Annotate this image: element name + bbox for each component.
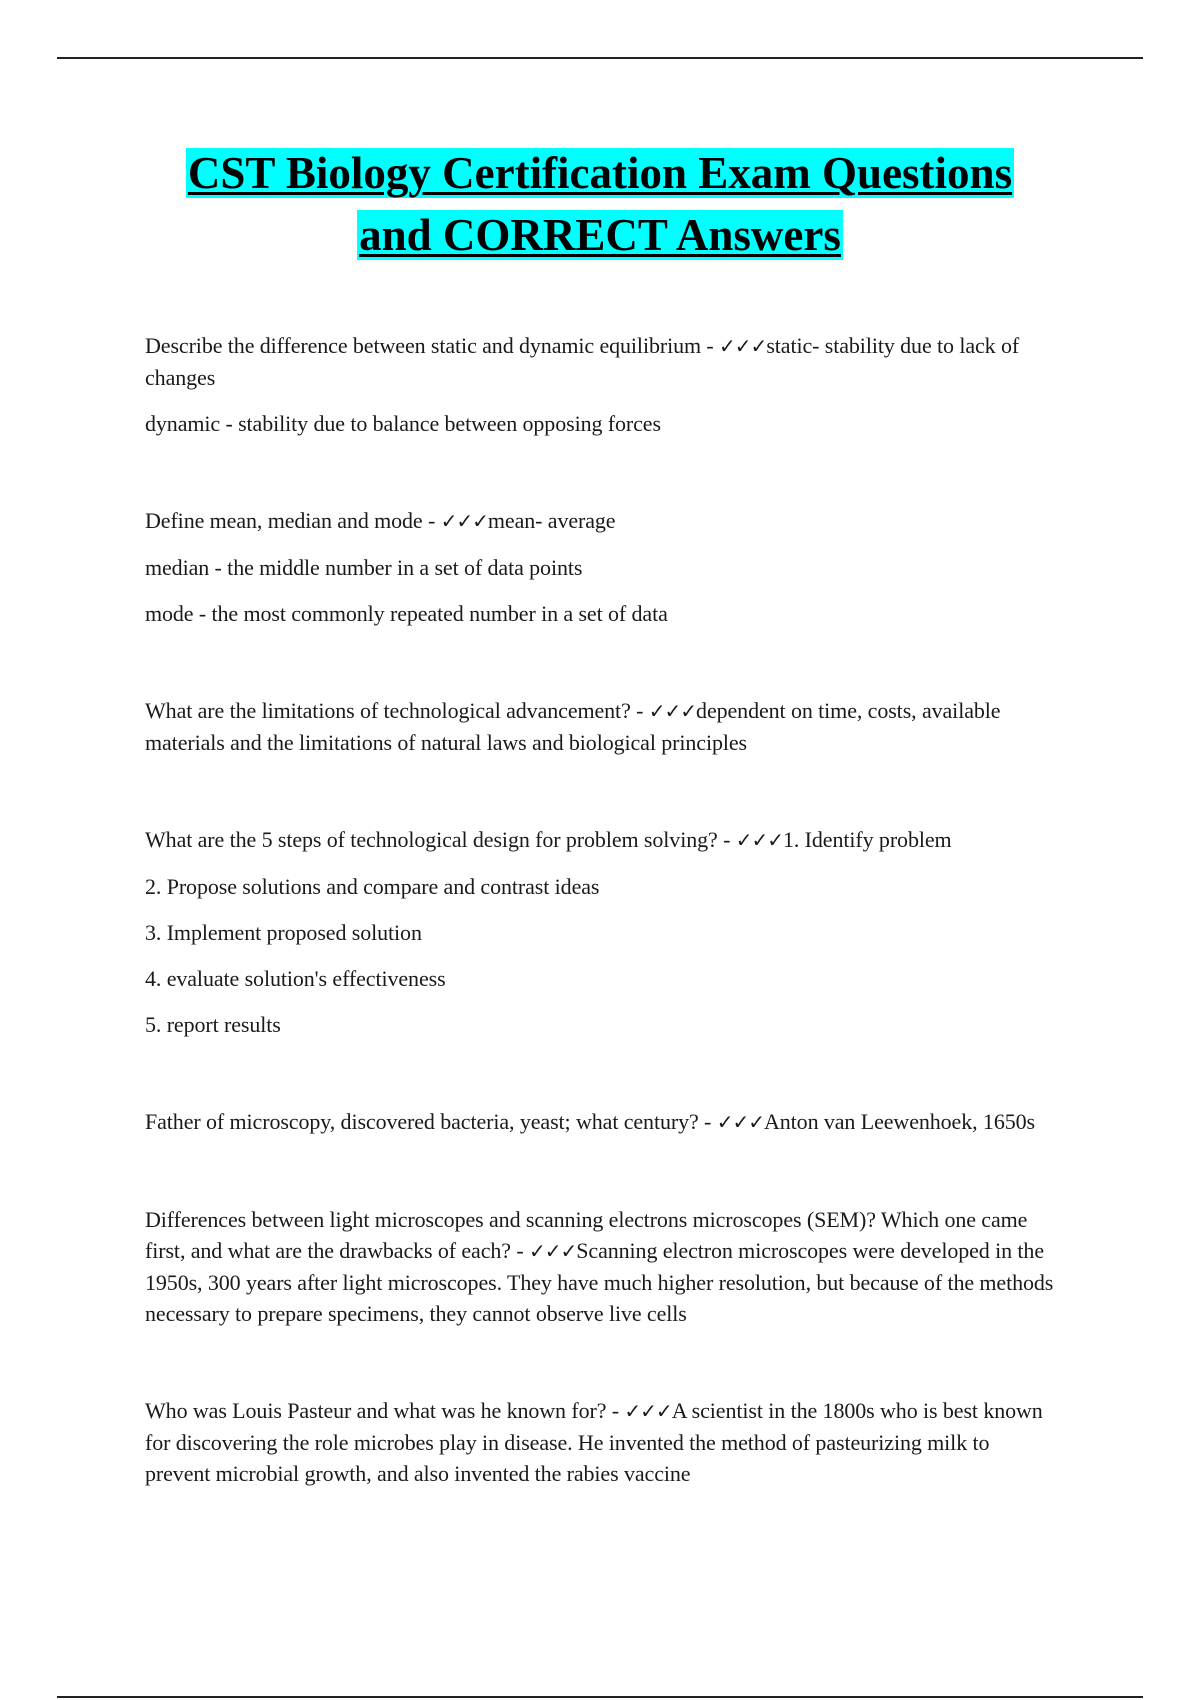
checkmark-icon: ✓✓✓ <box>719 334 767 358</box>
answer-line: 3. Implement proposed solution <box>145 920 422 945</box>
qa-first-line <box>145 330 1055 393</box>
qa-item <box>145 1106 1055 1138</box>
qa-first-line <box>145 1395 1055 1489</box>
question-text: What are the limitations of technological advancement? - <box>145 698 649 723</box>
checkmark-icon: ✓✓✓ <box>716 1110 764 1134</box>
qa-item <box>145 505 1055 629</box>
checkmark-icon: ✓✓✓ <box>624 1399 672 1423</box>
qa-first-line <box>145 695 1055 758</box>
answer-line: dynamic - stability due to balance between opposing forces <box>145 411 661 436</box>
question-text: Differences between light microscopes and scanning electrons microscopes (SEM)? Which one came first, and what are the drawbacks of each? - <box>145 1207 1028 1263</box>
answer-line: 5. report results <box>145 1012 281 1037</box>
qa-item <box>145 1204 1055 1329</box>
qa-first-line <box>145 1204 1055 1329</box>
question-text: What are the 5 steps of technological design for problem solving? - <box>145 827 736 852</box>
title-line-1: CST Biology Certification Exam Questions <box>187 148 1013 198</box>
answer-text: A scientist in the 1800s who is best known for discovering the role microbes play in disease. He invented the method of pasteurizing milk to prevent microbial growth, and also invented the rabies vaccine <box>145 1398 1043 1486</box>
answer-text: Anton van Leewenhoek, 1650s <box>763 1109 1035 1134</box>
checkmark-icon: ✓✓✓ <box>528 1239 577 1263</box>
checkmark-icon: ✓✓✓ <box>735 828 783 852</box>
qa-item <box>145 330 1055 439</box>
top-rule <box>57 57 1143 59</box>
answer-text: Scanning electron microscopes were developed in the 1950s, 300 years after light microscopes. They have much higher resolution, but because of the methods necessary to prepare specimens, they cannot observe live cells <box>145 1238 1054 1326</box>
answer-text: 1. Identify problem <box>782 827 952 852</box>
checkmark-icon: ✓✓✓ <box>648 699 697 723</box>
answer-line: mode - the most commonly repeated number in a set of data <box>145 601 668 626</box>
qa-first-line <box>145 1106 1055 1138</box>
qa-item <box>145 695 1055 758</box>
question-text: Describe the difference between static and dynamic equilibrium - <box>145 333 720 358</box>
answer-line: 2. Propose solutions and compare and contrast ideas <box>145 874 600 899</box>
answer-text: mean- average <box>487 508 616 533</box>
answer-line: median - the middle number in a set of data points <box>145 555 583 580</box>
answer-text: static- stability due to lack of changes <box>145 333 1020 390</box>
question-text: Father of microscopy, discovered bacteria, yeast; what century? - <box>145 1109 717 1134</box>
checkmark-icon: ✓✓✓ <box>440 509 488 533</box>
document-title <box>0 142 1200 266</box>
bottom-rule <box>57 1696 1143 1698</box>
answer-text: dependent on time, costs, available materials and the limitations of natural laws and biological principles <box>145 698 1001 755</box>
qa-first-line <box>145 824 1055 856</box>
qa-item <box>145 824 1055 1040</box>
answer-line: 4. evaluate solution's effectiveness <box>145 966 446 991</box>
qa-item <box>145 1395 1055 1489</box>
question-text: Define mean, median and mode - <box>145 508 441 533</box>
title-line-2: and CORRECT Answers <box>359 210 841 260</box>
qa-first-line <box>145 505 1055 537</box>
qa-list <box>145 330 1055 1504</box>
question-text: Who was Louis Pasteur and what was he known for? - <box>145 1398 625 1423</box>
